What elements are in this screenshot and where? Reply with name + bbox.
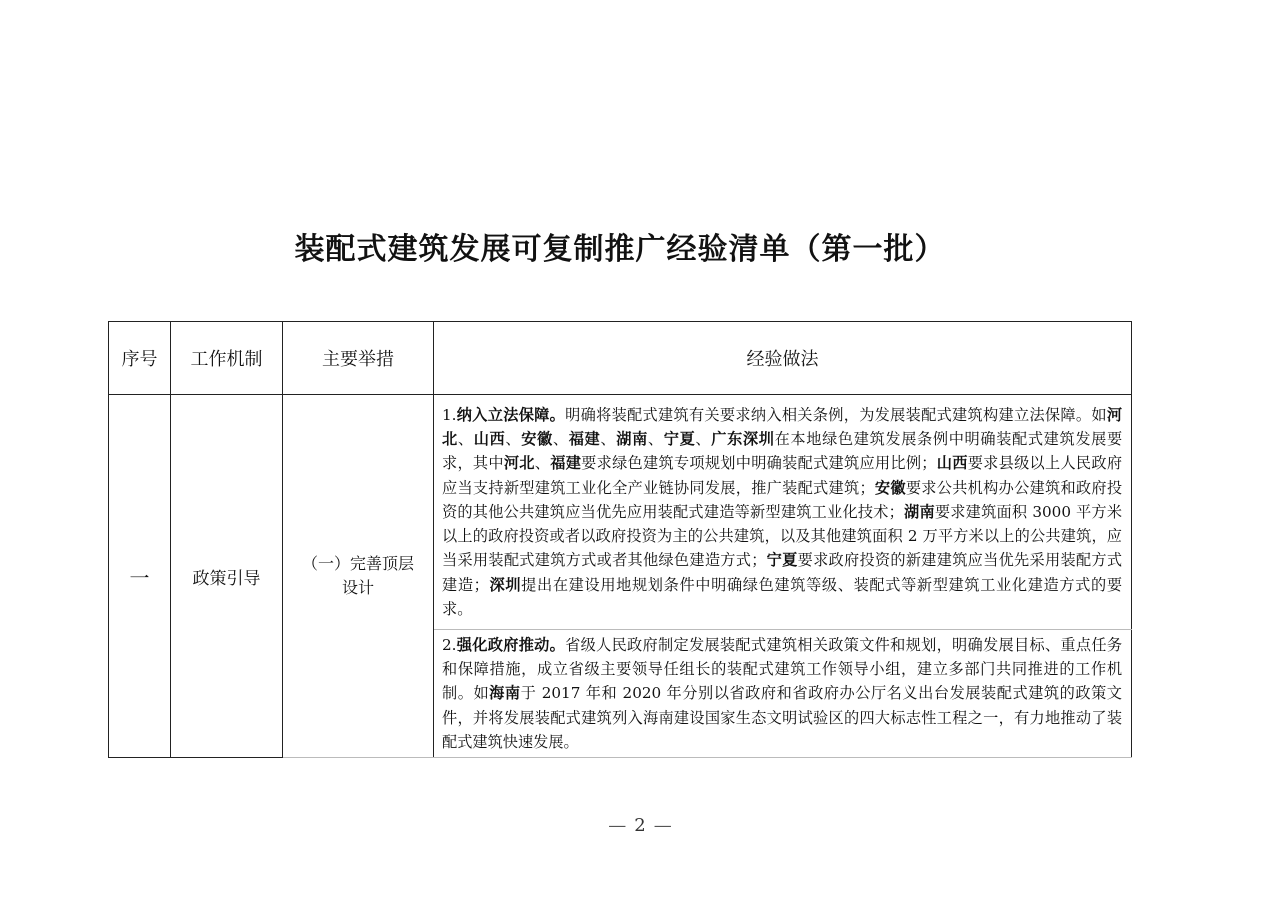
emphasis-text: 强化政府推动。	[456, 635, 566, 654]
measure-line-1: （一）完善顶层	[301, 554, 414, 573]
body-text: 、	[457, 430, 474, 449]
emphasis-text: 山西	[473, 430, 506, 449]
emphasis-text: 福建	[568, 430, 601, 449]
body-text: 、	[695, 430, 712, 449]
body-text: 、	[647, 430, 664, 449]
emphasis-text: 纳入立法保障。	[456, 406, 566, 425]
experience-table	[108, 321, 1132, 758]
emphasis-text: 海南	[489, 684, 521, 703]
emphasis-text: 宁夏	[663, 430, 696, 449]
body-text: 省级人民政府制定发展装配式建筑相关政策文件和规划，明确发展目标、重点任务和保障措施，成立省级主要领导任组长的装配式建筑工作领导小组，建立多部门共同推进的工作机制。如	[442, 635, 1123, 703]
emphasis-text: 山西	[936, 454, 968, 473]
body-text: 2.	[442, 635, 457, 654]
row-mechanism: 政策引导	[171, 395, 283, 758]
emphasis-text: 湖南	[616, 430, 648, 449]
page-number: 2	[634, 815, 646, 836]
measure-line-2: 设计	[341, 578, 374, 597]
body-text: 要求县级以上人民政府应当支持新型建筑工业化全产业链协同发展，推广装配式建筑；	[442, 454, 1123, 497]
row-number: 一	[109, 395, 171, 758]
body-text: 明确将装配式建筑有关要求纳入相关条例，为发展装配式建筑构建立法保障。如	[565, 406, 1107, 425]
body-text: 、	[552, 430, 569, 449]
body-text: 要求绿色建筑专项规划中明确装配式建筑应用比例；	[581, 454, 937, 473]
emphasis-text: 湖南	[903, 502, 935, 521]
body-text: 要求公共机构办公建筑和政府投资的其他公共建筑应当优先应用装配式建造等新型建筑工业化技术；	[442, 478, 1123, 521]
emphasis-text: 安徽	[874, 478, 906, 497]
experience-item-2	[434, 630, 1132, 758]
emphasis-text: 河北	[503, 454, 535, 473]
body-text: 要求建筑面积 3000 平方米以上的政府投资或者以政府投资为主的公共建筑，以及其他建筑面积 2 万平方米以上的公共建筑，应当采用装配式建筑方式或者其他绿色建造方式；	[442, 502, 1123, 570]
body-text: 、	[600, 430, 617, 449]
body-text: 提出在建设用地规划条件中明确绿色建筑等级、装配式等新型建筑工业化建造方式的要求。	[442, 575, 1123, 618]
emphasis-text: 河北	[442, 406, 1123, 449]
header-experience: 经验做法	[434, 322, 1132, 395]
body-text: 要求政府投资的新建建筑应当优先采用装配方式建造；	[442, 551, 1123, 594]
body-text: 、	[534, 454, 551, 473]
table-header-row	[109, 322, 1132, 395]
row-measure	[283, 395, 434, 758]
body-text: 、	[505, 430, 522, 449]
page-footer	[0, 815, 1280, 836]
experience-item-1	[434, 395, 1132, 630]
emphasis-text: 广东深圳	[711, 430, 775, 449]
body-text: 1.	[442, 406, 457, 425]
header-number: 序号	[109, 322, 171, 395]
table-row	[109, 395, 1132, 630]
document-title: 装配式建筑发展可复制推广经验清单（第一批）	[294, 232, 946, 267]
footer-dash-right: —	[653, 815, 672, 836]
body-text: 于 2017 年和 2020 年分别以省政府和省政府办公厅名义出台发展装配式建筑的政策文件，并将发展装配式建筑列入海南建设国家生态文明试验区的四大标志性工程之一，有力地推动了装配式建筑快速发展。	[442, 684, 1122, 751]
header-measure: 主要举措	[283, 322, 434, 395]
emphasis-text: 宁夏	[766, 551, 798, 570]
emphasis-text: 深圳	[488, 575, 522, 594]
header-mechanism: 工作机制	[171, 322, 283, 395]
footer-dash-left: —	[608, 815, 627, 836]
body-text: 在本地绿色建筑发展条例中明确装配式建筑发展要求，其中	[442, 430, 1123, 473]
emphasis-text: 安徽	[521, 430, 553, 449]
emphasis-text: 福建	[550, 454, 582, 473]
